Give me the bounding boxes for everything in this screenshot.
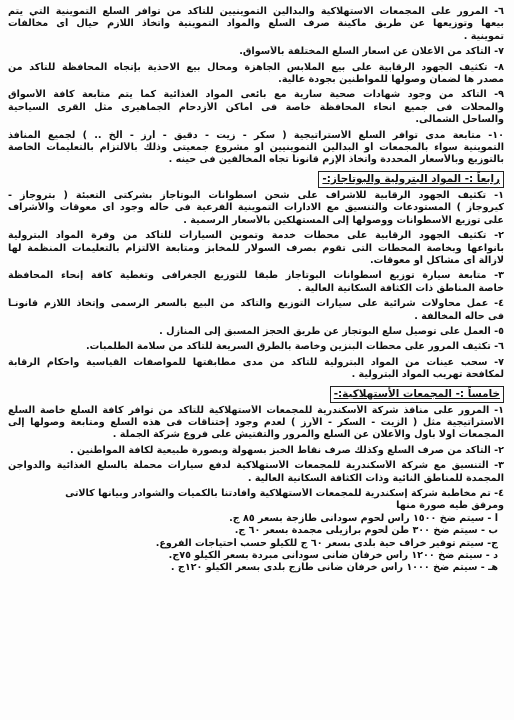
text-line: ٢- تكثيف الجهود الرقابية على محطات خدمة وتموين السيارات للتأكد من وفرة المواد البترولية xyxy=(8,230,504,242)
section-heading xyxy=(8,171,504,188)
text-line: ١٠- متابعة مدى توافر السلع الأستراتيجية ( سكر - زيت - دقيق - أرز - ألخ .. ) لجميع المنافذ xyxy=(8,129,504,141)
text-line: كيروجاز ) المستودعات والتنسيق مع الادارات التموينية الفرعية فى حاله وجود أى معوقات والأشراف xyxy=(8,202,504,214)
text-line: بالتوزيع وبالأسعار المحددة وأتخاذ الإزم قانوناً تجاه المخالفين فى حينه . xyxy=(168,154,504,166)
text-line: ١- تكثيف الجهود الرقابية للاشراف على شحن اسطوانات البوتاجاز بشركتى التعبئة ( بتروجاز - xyxy=(8,189,504,201)
heading-label: خامساً :- المجمعات الأستهلاكية:- xyxy=(330,386,504,403)
text-line: فى حاله المخالفة . xyxy=(414,310,504,322)
text-line: تموينية . xyxy=(463,30,504,42)
text-line: التموينية سواء بالمجمعات أو البدالين التموينيين أو مشروع جمعيتى وذلك بالألتزام بالتعليمات الخاصة xyxy=(8,142,504,154)
text-line: ٥- العمل على توصيل سلع البوتجاز عن طريق الحجز المسبق إلى المنازل . xyxy=(159,325,504,337)
list-item: هـ - سيتم ضخ ١٠٠٠ رأس خرفان ضانى طازج بلدى بسعر الكيلو ١٢٠ج . xyxy=(170,562,498,574)
list-item: أ - سيتم ضخ ١٥٠٠ رأس لحوم سودانى طازجة بسعر ٨٥ ج. xyxy=(229,512,498,524)
text-line: ٢- التأكد من صرف السلع وكذلك صرف نقاط الخبز بسهولة وبصورة طبيعية لكافة المواطنين . xyxy=(69,444,504,456)
section-continuation xyxy=(8,6,504,167)
text-line: على توزيع الأسطوانات ووصولها إلى المستهلكين بالأسعار الرسمية . xyxy=(183,214,504,226)
text-line: ٦- تكثيف المرور على محطات البنزين وخاصة بالطرق السريعة للتأكد من سلامة الطلمبات. xyxy=(85,341,504,353)
text-line: ٧- التأكد من الأعلان عن أسعار السلع المختلفة بالأسواق. xyxy=(239,46,504,58)
section-heading xyxy=(8,386,504,403)
text-line: المجمعات أولا بأول والأعلان عن السلع والمرور والتفتيش على فروع شركة الجملة . xyxy=(112,429,504,441)
text-line: مصدر ها لضمان وصولها للمواطنين بجودة عالية. xyxy=(278,74,504,86)
text-line: والمحلات فى جميع أنحاء المحافظة خاصة فى أماكن الأزدحام الجماهيرى مثل القرى السياحية xyxy=(8,101,504,113)
text-line: ٤- عمل محاولات شرائية على سيارات التوزيع والتأكد من البيع بالسعر الرسمى وإتخاذ اللازم قانونـاً xyxy=(8,298,504,310)
text-line: ٣- التنسيق مع شركة الأسكندرية للمجمعات الأستهلاكية لدفع سيارات محملة بالسلع الغذائية والدواجن xyxy=(8,460,504,472)
text-line: ٩- التأكد من وجود شهادات صحية سارية مع بائعى المواد الغذائية كما يتم متابعة كافة الأسواق xyxy=(8,89,504,101)
text-line: ٤- تم مخاطبة شركة إسكندرية للمجمعات الأستهلاكية وافادتنا بالكميات والشوادر وبيانها كالاتى xyxy=(65,488,504,499)
text-line: لازالة أى مشاكل أو معوقات. xyxy=(369,254,504,266)
section-consumer-complexes xyxy=(8,386,504,575)
text-line: بيعها وتوزيعها عن طريق ماكينة صرف السلع والمواد التموينية وأتخاذ اللازم حيال أى مخالفات xyxy=(8,18,504,30)
list-item: ج- سيتم توفير خراف حية بلدى بسعر ٦٠ ج للكيلو حسب أحتياجات الفروع. xyxy=(155,537,498,549)
heading-label: رابعاً :- المواد البترولية والبوتاجاز:- xyxy=(318,171,504,188)
text-line: ١- المرور على منافذ شركة الأسكندرية للمجمعات الأستهلاكية للتأكد من توافر كافة السلع خاصة السلع xyxy=(8,404,504,416)
text-line: ٧- سحب عينات من المواد البترولية للتأكد من مدى مطابقتها للمواصفات القياسية وأحكام الرقابة xyxy=(8,356,504,368)
text-line: الأستراتيجية مثل ( الزيت - السكر - الأرز ) لعدم وجود إختناقات فى هذه السلع ومتابعة وصولها إلى xyxy=(8,416,504,428)
text-line: ٣- متابعة سيارة توزيع اسطوانات البوتاجاز طبقا للتوزيع الجغرافى وتغطية كافة إنحاء المحافظة xyxy=(8,270,504,282)
section-petroleum xyxy=(8,171,504,382)
text-line: لمكافحة تهريب المواد البترولية . xyxy=(351,369,504,381)
list-item: ب - سيتم ضخ ٣٠٠ طن لحوم برازيلى مجمدة بسعر ٦٠ ج. xyxy=(234,525,498,537)
text-line: والساحل الشمالى. xyxy=(415,114,504,126)
text-line: المجمدة للمناطق النائية وذات الكثافة السكانية العالية . xyxy=(247,472,504,484)
text-line: ٨- تكثيف الجهود الرقابية على بيع الملابس الجاهزة ومحال بيع الاحذية بإتجاه المحافظة للتأكد من xyxy=(8,61,504,73)
text-line: ٦- المرور على المجمعات الاستهلاكية والبدالين التموينيين للتأكد من توافر السلع التموينية التي يتم xyxy=(8,6,504,17)
text-line: خاصة المناطق ذات الكثافة السكانية العالية . xyxy=(297,282,504,294)
list-item: د - سيتم ضخ ١٢٠٠ رأس خرفان ضانى سودانى مبردة بسعر الكيلو ٧٥ج. xyxy=(168,550,498,562)
text-line: بأنواعها وبخاصة المحطات التى تقوم بصرف السولار للمخابز ومتابعة الألتزام بالتعليمات المنظمة لها xyxy=(8,242,504,254)
text-line: ومرفق طيه صورة منها xyxy=(396,500,504,512)
